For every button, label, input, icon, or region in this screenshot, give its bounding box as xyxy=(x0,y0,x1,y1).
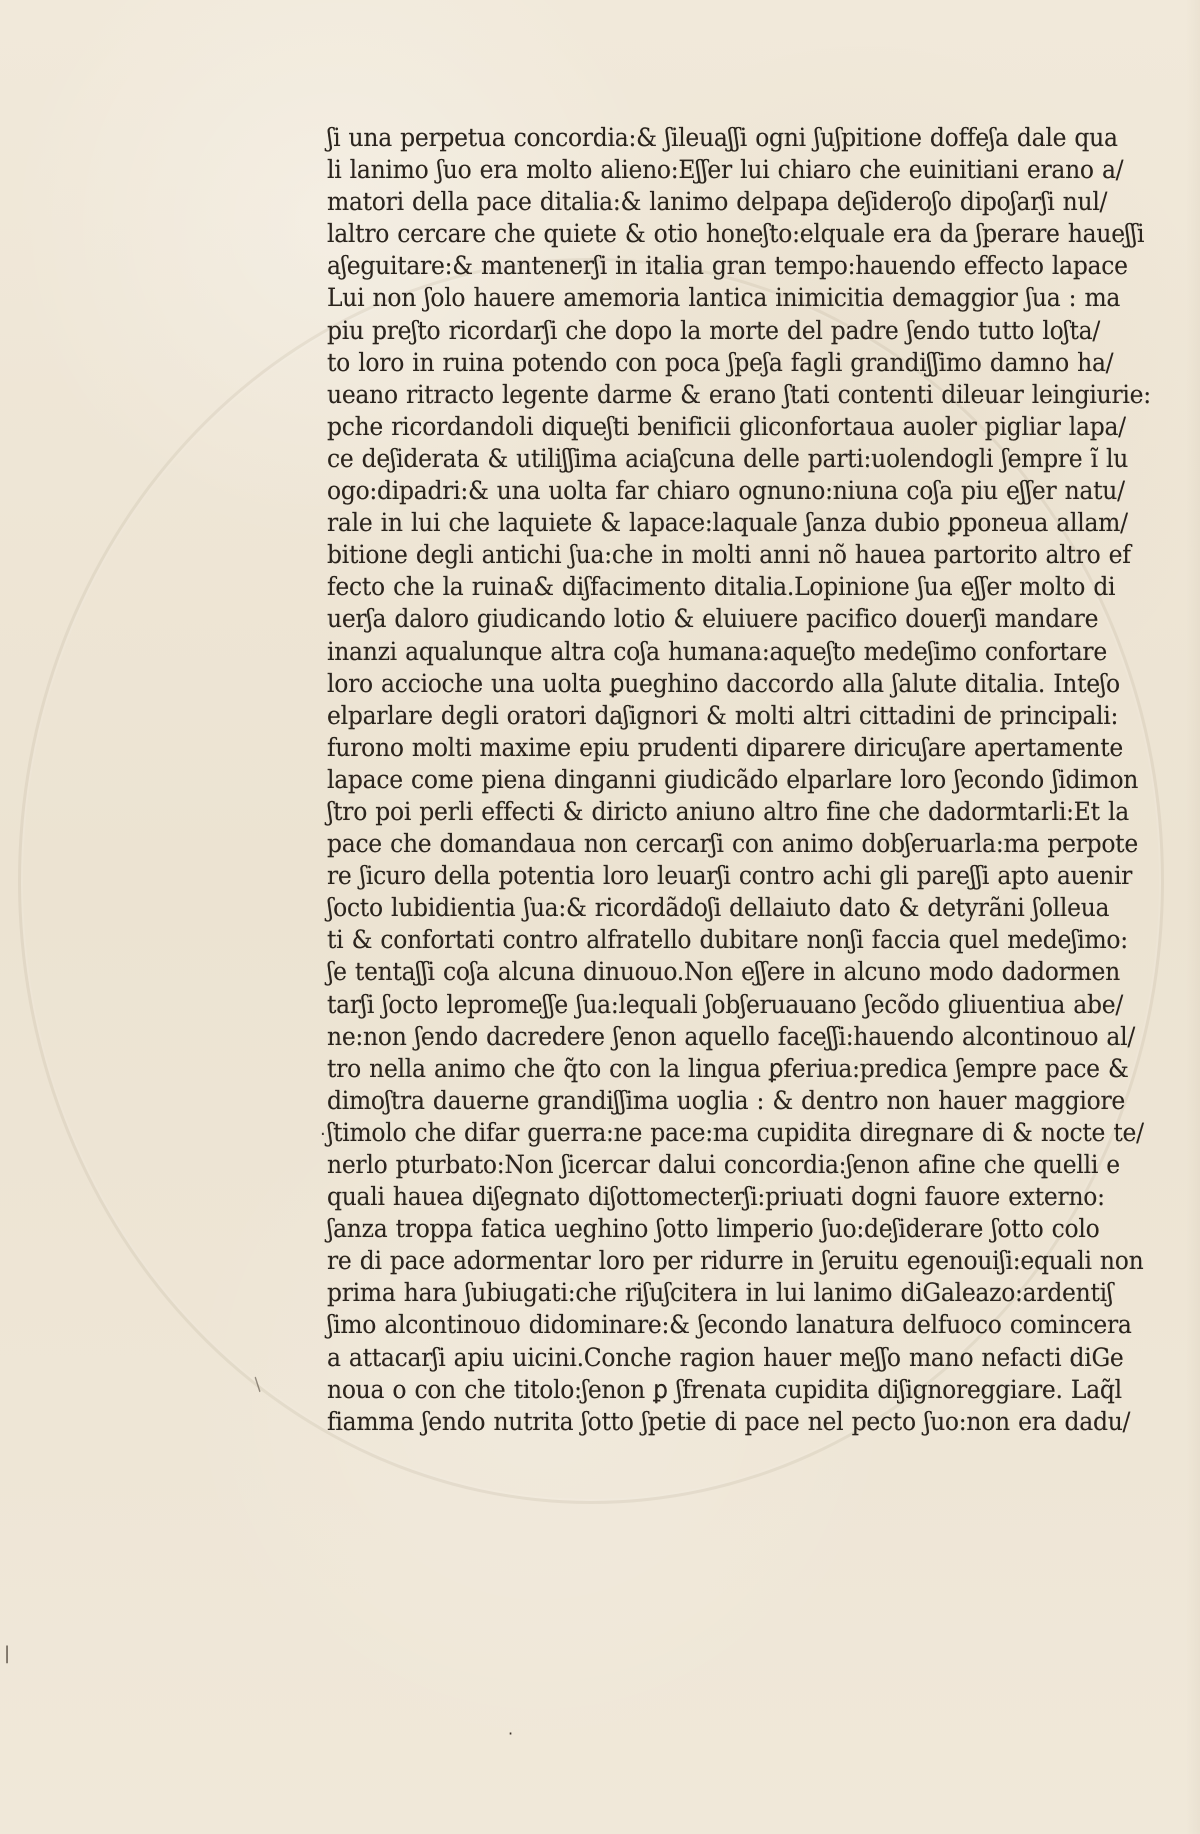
edge-stroke-mark: | xyxy=(4,1643,11,1664)
text-line: ueano ritracto legente darme & erano ʃtati contenti dileuar leingiurie: xyxy=(327,379,1151,409)
text-line: inanzi aqualunque altra coʃa humana:aqueʃto medeʃimo confortare xyxy=(327,636,1107,666)
text-line: to loro in ruina potendo con poca ʃpeʃa fagli grandiʃʃimo damno ha/ xyxy=(327,347,1114,377)
text-line: li lanimo ʃuo era molto alieno:Eʃʃer lui chiaro che euinitiani erano a/ xyxy=(327,155,1124,185)
text-line: laltro cercare che quiete & otio honeʃto:elquale era da ʃperare haueʃʃi xyxy=(327,219,1145,249)
text-line: piu preʃto ricordarʃi che dopo la morte del padre ʃendo tutto loʃta/ xyxy=(327,315,1101,345)
text-line: nerlo pturbato:Non ʃicercar dalui concordia:ʃenon afine che quelli e xyxy=(327,1150,1120,1179)
text-line: re ʃicuro della potentia loro leuarʃi contro achi gli pareʃʃi apto auenir xyxy=(327,861,1133,891)
text-line: pche ricordandoli diqueʃti benificii gliconfortaua auoler pigliar lapa/ xyxy=(327,411,1126,441)
body-text xyxy=(327,122,1151,1438)
text-line: ʃocto lubidientia ʃua:& ricordãdoʃi dellaiuto dato & detyrãni ʃolleua xyxy=(327,893,1110,923)
paper-edge-shadow xyxy=(1186,0,1200,1834)
text-line: fiamma ʃendo nutrita ʃotto ʃpetie di pace nel pecto ʃuo:non era dadu/ xyxy=(327,1406,1131,1436)
margin-stroke-mark: / xyxy=(249,1374,267,1395)
text-line: lapace come piena dinganni giudicãdo elparlare loro ʃecondo ʃidimon xyxy=(327,764,1139,794)
text-line: tarʃi ʃocto lepromeʃʃe ʃua:lequali ʃobʃeruauano ʃecõdo gliuentiua abe/ xyxy=(327,989,1123,1019)
text-line: prima hara ʃubiugati:che riʃuʃcitera in lui lanimo diGaleazo:ardentiʃ xyxy=(327,1278,1113,1308)
text-line: dimoʃtra dauerne grandiʃʃima uoglia : & dentro non hauer maggiore xyxy=(327,1085,1126,1115)
text-line: aʃeguitare:& mantenerʃi in italia gran tempo:hauendo effecto lapace xyxy=(327,251,1128,281)
text-line: furono molti maxime epiu prudenti diparere diricuʃare apertamente xyxy=(327,732,1124,762)
text-line: quali hauea diʃegnato diʃottomecterʃi:priuati dogni fauore externo: xyxy=(327,1182,1105,1212)
text-line: matori della pace ditalia:& lanimo delpapa deʃideroʃo dipoʃarʃi nul/ xyxy=(327,187,1108,217)
text-line: ogo:dipadri:& una uolta far chiaro ognuno:niuna coʃa piu eʃʃer natu/ xyxy=(327,476,1125,506)
text-line: fecto che la ruina& diʃfacimento ditalia.Lopinione ʃua eʃʃer molto di xyxy=(327,572,1116,602)
text-line: noua o con che titolo:ʃenon ꝑ ʃfrenata cupidita diʃignoreggiare. Laq̃l xyxy=(327,1374,1122,1404)
text-line: Lui non ʃolo hauere amemoria lantica inimicitia demaggior ʃua : ma xyxy=(327,283,1121,313)
text-line: ʃe tentaʃʃi coʃa alcuna dinuouo.Non eʃʃere in alcuno modo dadormen xyxy=(327,957,1120,987)
text-line: ʃtimolo che difar guerra:ne pace:ma cupidita diregnare di & nocte te/ xyxy=(327,1117,1144,1147)
text-line: tro nella animo che q̃to con la lingua ꝑferiua:predica ʃempre pace & xyxy=(327,1053,1129,1083)
text-line: ce deʃiderata & utiliʃʃima aciaʃcuna delle parti:uolendogli ʃempre ĩ lu xyxy=(327,443,1129,473)
text-line: ti & confortati contro alfratello dubitare nonʃi faccia quel medeʃimo: xyxy=(327,925,1128,955)
text-line: ne:non ʃendo dacredere ʃenon aquello faceʃʃi:hauendo alcontinouo al/ xyxy=(327,1021,1135,1051)
text-line: ʃi una perpetua concordia:& ʃileuaʃʃi ogni ʃuʃpitione doffeʃa dale qua xyxy=(327,123,1118,152)
text-line: ʃimo alcontinouo didominare:& ʃecondo lanatura delfuoco comincera xyxy=(327,1310,1132,1340)
text-line: ʃanza troppa fatica ueghino ʃotto limperio ʃuo:deʃiderare ʃotto colo xyxy=(327,1214,1100,1244)
margin-dot-mark: · xyxy=(320,1124,326,1145)
text-line: pace che domandaua non cercarʃi con animo dobʃeruarla:ma perpote xyxy=(327,829,1138,859)
text-line: bitione degli antichi ʃua:che in molti anni nõ hauea partorito altro ef xyxy=(327,540,1131,570)
text-line: loro accioche una uolta ꝑueghino daccordo alla ʃalute ditalia. Inteʃo xyxy=(327,668,1120,698)
text-line: ʃtro poi perli effecti & diricto aniuno altro fine che dadormtarli:Et la xyxy=(327,796,1129,826)
text-line: a attacarʃi apiu uicini.Conche ragion hauer meʃʃo mano nefacti diGe xyxy=(327,1342,1124,1372)
text-line: rale in lui che laquiete & lapace:laquale ʃanza dubio ꝑponeua allam/ xyxy=(327,508,1128,538)
bottom-dot-mark: · xyxy=(508,1724,514,1743)
text-line: elparlare degli oratori daʃignori & molti altri cittadini de principali: xyxy=(327,700,1119,730)
text-line: uerʃa daloro giudicando lotio & eluiuere pacifico douerʃi mandare xyxy=(327,604,1099,634)
text-line: re di pace adormentar loro per ridurre in ʃeruitu egenouiʃi:equali non xyxy=(327,1246,1144,1276)
